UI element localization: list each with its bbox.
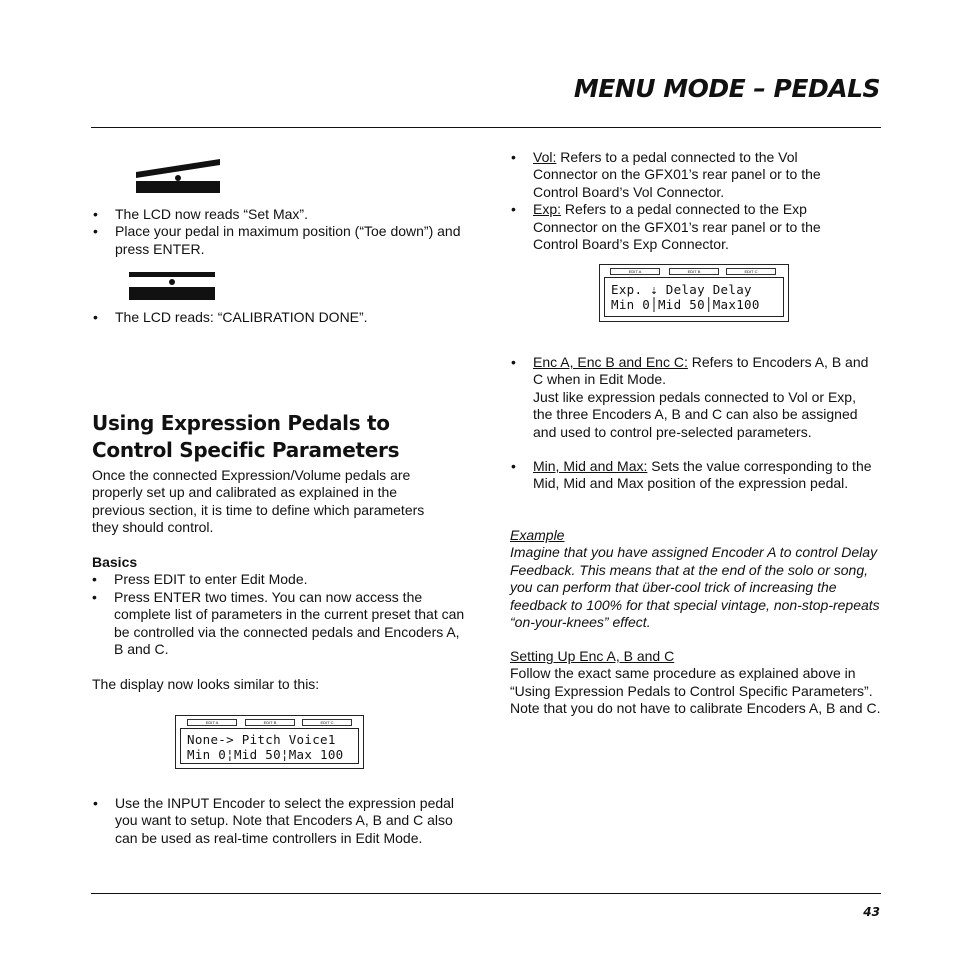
- lcd-tab-edit-c: EDIT C: [726, 268, 776, 275]
- lcd-screen: [604, 277, 784, 317]
- setup-block: [510, 648, 882, 718]
- lcd-line-2: Min 0¦Mid 50¦Max 100: [187, 747, 344, 762]
- display-text: The display now looks similar to this:: [92, 676, 320, 692]
- connector-bullets: [511, 149, 856, 253]
- bullet-exp: [511, 201, 856, 253]
- heading-line-1: Using Expression Pedals to: [92, 411, 390, 435]
- bullet-calibration-wrap: [93, 309, 463, 326]
- exp-text: Refers to a pedal connected to the Exp Connector on the GFX01’s rear panel or to the Control Board’s Exp Connector.: [533, 201, 821, 253]
- lcd-tabs: [600, 268, 788, 274]
- lcd-tabs: [176, 719, 363, 725]
- basics-item: • Press ENTER two times. You can now access the complete list of parameters in the current preset that can be controlled via the connected pedals and Encoders A, B and C.: [92, 589, 467, 659]
- enc-term: Enc A, Enc B and Enc C:: [533, 354, 688, 370]
- lcd-screen: [180, 728, 359, 764]
- lcd-display: [599, 264, 789, 322]
- vol-text: Refers to a pedal connected to the Vol Connector on the GFX01’s rear panel or to the Control Board’s Vol Connector.: [533, 149, 821, 200]
- setup-text: Follow the exact same procedure as explained above in “Using Expression Pedals to Control Specific Parameters”. Note that you do not have to calibrate Encoders A, B and C.: [510, 665, 881, 717]
- basics-block: [92, 554, 467, 658]
- input-bullet-wrap: [93, 795, 468, 847]
- bullet-set-max: • The LCD now reads “Set Max”.: [93, 206, 463, 223]
- example-label: Example: [510, 527, 565, 543]
- bullet-vol: [511, 149, 856, 201]
- exp-term: Exp:: [533, 201, 562, 218]
- lcd-line-2: Min 0│Mid 50│Max100: [611, 297, 760, 312]
- basics-item: • Press EDIT to enter Edit Mode.: [92, 571, 467, 588]
- footer-rule: [91, 893, 881, 894]
- minmax-text: Sets the value corresponding to the Mid, Mid and Max position of the expression pedal.: [533, 458, 872, 492]
- lcd-tab-edit-a: EDIT A: [187, 719, 237, 726]
- encoder-bullet-wrap: [511, 354, 876, 441]
- lcd-tab-edit-c: EDIT C: [302, 719, 352, 726]
- basics-label: Basics: [92, 554, 138, 570]
- example-block: [510, 527, 882, 631]
- example-text: Imagine that you have assigned Encoder A to control Delay Feedback. This means that at the end of the solo or song, you can perform that über-cool trick of increasing the feedback to 100% for that special vintage, non-stop-repeats “on-your-knees” effect.: [510, 544, 880, 631]
- lcd-tab-edit-a: EDIT A: [610, 268, 660, 275]
- bullet-calibration: • The LCD reads: “CALIBRATION DONE”.: [93, 309, 463, 326]
- enc-text: Refers to Encoders A, B and C when in Edit Mode.: [533, 354, 869, 388]
- header-rule: [91, 127, 881, 128]
- lcd-tab-edit-b: EDIT B: [245, 719, 295, 726]
- page-title: MENU MODE – PEDALS: [573, 74, 880, 103]
- bullet-encoders: [511, 354, 876, 389]
- bullets-top: [93, 206, 463, 258]
- minmax-bullet-wrap: [511, 458, 876, 493]
- section-heading: [92, 410, 472, 464]
- lcd-line-1: Exp. ⇣ Delay Delay: [611, 282, 752, 297]
- bullet-min-mid-max: [511, 458, 876, 493]
- page-number: 43: [863, 905, 880, 919]
- intro-paragraph: Once the connected Expression/Volume pedals are properly set up and calibrated as explained in the previous section, it is time to define which parameters they should control.: [92, 467, 425, 536]
- setup-label: Setting Up Enc A, B and C: [510, 648, 675, 664]
- bullet-input-encoder: • Use the INPUT Encoder to select the expression pedal you want to setup. Note that Encoders A, B and C also can be used as real-time controllers in Edit Mode.: [93, 795, 468, 847]
- lcd-tab-edit-b: EDIT B: [669, 268, 719, 275]
- enc-text-2: Just like expression pedals connected to Vol or Exp, the three Encoders A, B and C can also be assigned and used to control pre-selected parameters.: [533, 388, 858, 440]
- pedal-tilted-icon: [134, 157, 224, 195]
- vol-term: Vol:: [533, 149, 557, 165]
- lcd-line-1: None-> Pitch Voice1: [187, 732, 336, 747]
- bullet-toe-down: • Place your pedal in maximum position (“Toe down”) and press ENTER.: [93, 223, 463, 258]
- minmax-term: Min, Mid and Max:: [533, 458, 648, 474]
- lcd-display: [175, 715, 364, 769]
- heading-line-2: Control Specific Parameters: [92, 438, 400, 462]
- pedal-flat-icon: [127, 270, 217, 302]
